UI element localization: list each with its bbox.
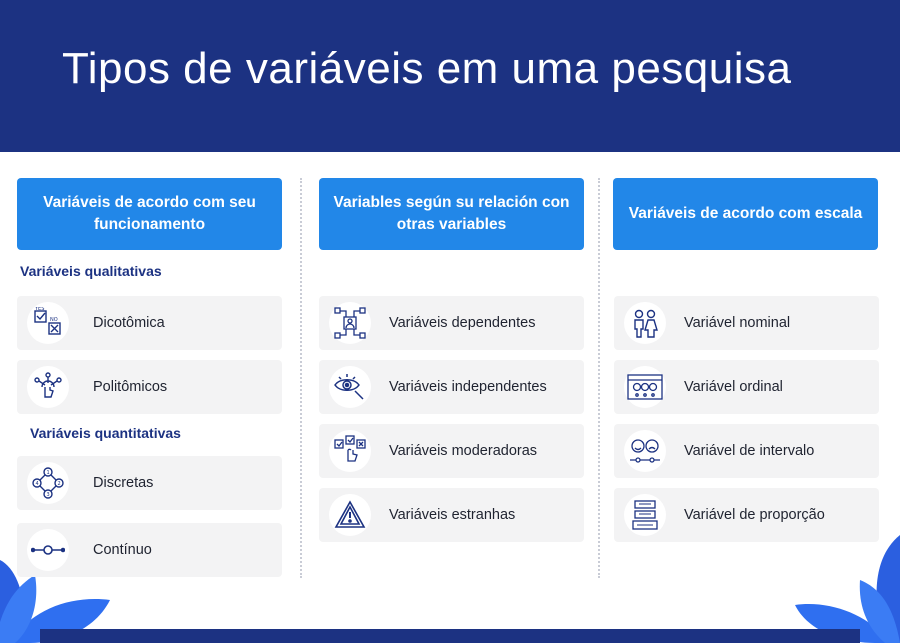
- item-label: Variáveis independentes: [389, 379, 547, 395]
- footer-band: [40, 629, 860, 643]
- column-header-funcionamento: Variáveis de acordo com seu funcionamento: [17, 178, 282, 250]
- svg-text:4: 4: [35, 481, 39, 487]
- right-leaf-decoration: [790, 535, 900, 643]
- svg-text:YES: YES: [35, 307, 45, 312]
- eye-magnifier-icon: [329, 366, 371, 408]
- list-item: [17, 456, 282, 510]
- list-item: [319, 360, 584, 414]
- svg-text:1: 1: [46, 470, 50, 476]
- people-icon: [624, 302, 666, 344]
- hand-select-icon: [329, 430, 371, 472]
- svg-text:NO: NO: [50, 317, 58, 323]
- item-label: Variáveis dependentes: [389, 315, 536, 331]
- column-divider: [300, 178, 302, 578]
- item-label: Dicotômica: [93, 315, 165, 331]
- list-item: [614, 424, 879, 478]
- list-item: [17, 360, 282, 414]
- column-header-relacion: Variables según su relación con otras variables: [319, 178, 584, 250]
- item-label: Variáveis moderadoras: [389, 443, 538, 459]
- list-item: [319, 424, 584, 478]
- connected-person-icon: [329, 302, 371, 344]
- item-label: Variável de proporção: [684, 507, 825, 523]
- list-item: [614, 488, 879, 542]
- item-label: Contínuo: [93, 542, 152, 558]
- section-label-qualitativas: Variáveis qualitativas: [20, 263, 162, 279]
- svg-text:2: 2: [57, 481, 61, 487]
- item-label: Discretas: [93, 475, 154, 491]
- page-title: Tipos de variáveis em uma pesquisa: [62, 44, 792, 93]
- numbered-nodes-icon: [27, 462, 69, 504]
- column-divider: [598, 178, 600, 578]
- yes-no-checkbox-icon: [27, 302, 69, 344]
- list-item: [17, 523, 282, 577]
- svg-text:3: 3: [46, 492, 50, 498]
- section-label-quantitativas: Variáveis quantitativas: [30, 425, 181, 441]
- touch-network-icon: [27, 366, 69, 408]
- item-label: Variáveis estranhas: [389, 507, 516, 523]
- item-label: Variável nominal: [684, 315, 791, 331]
- faces-scale-icon: [624, 430, 666, 472]
- rating-faces-icon: [624, 366, 666, 408]
- list-item: [17, 296, 282, 350]
- item-label: Variável de intervalo: [684, 443, 815, 459]
- item-label: Politômicos: [93, 379, 168, 395]
- warning-triangle-icon: [329, 494, 371, 536]
- line-node-icon: [27, 529, 69, 571]
- list-item: [319, 296, 584, 350]
- column-header-escala: Variáveis de acordo com escala: [613, 178, 878, 250]
- list-item: [614, 296, 879, 350]
- item-label: Variável ordinal: [684, 379, 783, 395]
- header-banner: [0, 0, 900, 152]
- list-item: [319, 488, 584, 542]
- ratio-blocks-icon: [624, 494, 666, 536]
- list-item: [614, 360, 879, 414]
